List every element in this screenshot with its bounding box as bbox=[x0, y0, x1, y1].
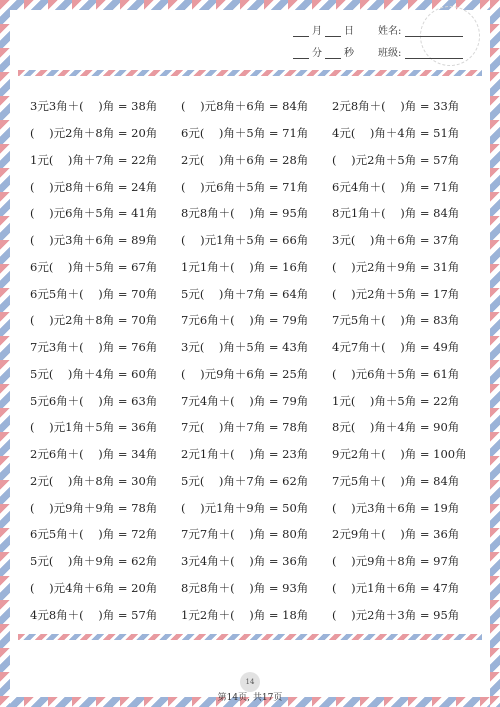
problem-row bbox=[30, 387, 490, 414]
problem-row bbox=[30, 414, 490, 441]
problem-item: ( )元2角＋9角 = 31角 bbox=[332, 259, 460, 274]
problem-item: ( )元2角＋8角 = 70角 bbox=[30, 313, 158, 328]
separator-bottom bbox=[18, 634, 482, 640]
problem-row bbox=[30, 548, 490, 575]
problem-item: 7元5角＋( )角 = 83角 bbox=[332, 313, 460, 328]
problem-item: ( )元9角＋6角 = 25角 bbox=[181, 366, 309, 381]
separator-top bbox=[18, 70, 482, 76]
problem-item: ( )元8角＋6角 = 24角 bbox=[30, 179, 158, 194]
airmail-border-left bbox=[0, 0, 10, 707]
problem-row bbox=[30, 334, 490, 361]
problem-item: 6元( )角＋5角 = 67角 bbox=[30, 259, 158, 274]
date-name-row bbox=[290, 15, 470, 37]
problem-item: 5元( )角＋9角 = 62角 bbox=[30, 554, 158, 569]
problem-row bbox=[30, 307, 490, 334]
problem-item: ( )元2角＋5角 = 17角 bbox=[332, 286, 460, 301]
problem-item: ( )元1角＋5角 = 66角 bbox=[181, 233, 309, 248]
problem-row bbox=[30, 280, 490, 307]
problem-item: 3元( )角＋5角 = 43角 bbox=[181, 340, 309, 355]
problem-grid bbox=[30, 93, 490, 628]
class-blank[interactable] bbox=[405, 47, 463, 59]
minute-blank[interactable] bbox=[293, 47, 309, 59]
problem-row bbox=[30, 200, 490, 227]
problem-item: 8元( )角＋4角 = 90角 bbox=[332, 420, 460, 435]
problem-item: 6元5角＋( )角 = 72角 bbox=[30, 527, 158, 542]
problem-item: 5元( )角＋7角 = 62角 bbox=[181, 473, 309, 488]
problem-item: 7元3角＋( )角 = 76角 bbox=[30, 340, 158, 355]
airmail-border-right bbox=[490, 0, 500, 707]
problem-item: 4元( )角＋4角 = 51角 bbox=[332, 126, 460, 141]
problem-item: 7元4角＋( )角 = 79角 bbox=[181, 393, 309, 408]
month-blank[interactable] bbox=[293, 25, 309, 37]
problem-item: 7元6角＋( )角 = 79角 bbox=[181, 313, 309, 328]
name-blank[interactable] bbox=[405, 25, 463, 37]
problem-item: 2元9角＋( )角 = 36角 bbox=[332, 527, 460, 542]
problem-item: 5元( )角＋4角 = 60角 bbox=[30, 366, 158, 381]
problem-item: 6元5角＋( )角 = 70角 bbox=[30, 286, 158, 301]
problem-row bbox=[30, 521, 490, 548]
problem-item: 3元4角＋( )角 = 36角 bbox=[181, 554, 309, 569]
problem-item: 3元( )角＋6角 = 37角 bbox=[332, 233, 460, 248]
problem-item: 8元1角＋( )角 = 84角 bbox=[332, 206, 460, 221]
problem-row bbox=[30, 361, 490, 388]
problem-item: ( )元1角＋9角 = 50角 bbox=[181, 500, 309, 515]
class-label: 班级: bbox=[378, 48, 402, 59]
problem-item: 5元6角＋( )角 = 63角 bbox=[30, 393, 158, 408]
problem-item: ( )元6角＋5角 = 61角 bbox=[332, 366, 460, 381]
problem-row bbox=[30, 601, 490, 628]
problem-item: 4元7角＋( )角 = 49角 bbox=[332, 340, 460, 355]
problem-item: ( )元9角＋9角 = 78角 bbox=[30, 500, 158, 515]
problem-item: ( )元6角＋5角 = 41角 bbox=[30, 206, 158, 221]
problem-item: ( )元9角＋8角 = 97角 bbox=[332, 554, 460, 569]
airmail-border-top bbox=[0, 0, 500, 10]
problem-row bbox=[30, 93, 490, 120]
problem-item: 1元1角＋( )角 = 16角 bbox=[181, 259, 309, 274]
problem-item: 3元3角＋( )角 = 38角 bbox=[30, 99, 158, 114]
worksheet-header bbox=[290, 15, 470, 59]
problem-item: ( )元4角＋6角 = 20角 bbox=[30, 580, 158, 595]
second-label: 秒 bbox=[344, 48, 354, 59]
problem-item: 2元( )角＋6角 = 28角 bbox=[181, 152, 309, 167]
problem-item: 9元2角＋( )角 = 100角 bbox=[332, 447, 467, 462]
problem-item: ( )元3角＋6角 = 89角 bbox=[30, 233, 158, 248]
second-blank[interactable] bbox=[325, 47, 341, 59]
month-label: 月 bbox=[312, 26, 322, 37]
name-label: 姓名: bbox=[378, 26, 402, 37]
problem-item: 2元8角＋( )角 = 33角 bbox=[332, 99, 460, 114]
page-footer: 第14页, 共17页 bbox=[217, 693, 283, 703]
day-blank[interactable] bbox=[325, 25, 341, 37]
problem-item: 7元7角＋( )角 = 80角 bbox=[181, 527, 309, 542]
time-class-row bbox=[290, 37, 470, 59]
problem-row bbox=[30, 468, 490, 495]
problem-item: 7元( )角＋7角 = 78角 bbox=[181, 420, 309, 435]
problem-item: ( )元2角＋3角 = 95角 bbox=[332, 607, 460, 622]
problem-item: 6元( )角＋5角 = 71角 bbox=[181, 126, 309, 141]
problem-row bbox=[30, 120, 490, 147]
problem-item: ( )元1角＋6角 = 47角 bbox=[332, 580, 460, 595]
page-number-badge: 14 bbox=[240, 672, 260, 692]
problem-item: ( )元6角＋5角 = 71角 bbox=[181, 179, 309, 194]
problem-row bbox=[30, 254, 490, 281]
day-label: 日 bbox=[344, 26, 354, 37]
problem-item: 7元5角＋( )角 = 84角 bbox=[332, 473, 460, 488]
problem-item: ( )元3角＋6角 = 19角 bbox=[332, 500, 460, 515]
problem-row bbox=[30, 494, 490, 521]
problem-item: 8元8角＋( )角 = 93角 bbox=[181, 580, 309, 595]
problem-row bbox=[30, 173, 490, 200]
problem-item: 1元2角＋( )角 = 18角 bbox=[181, 607, 309, 622]
problem-item: ( )元8角＋6角 = 84角 bbox=[181, 99, 309, 114]
problem-item: 5元( )角＋7角 = 64角 bbox=[181, 286, 309, 301]
problem-item: ( )元2角＋5角 = 57角 bbox=[332, 152, 460, 167]
problem-item: 8元8角＋( )角 = 95角 bbox=[181, 206, 309, 221]
problem-row bbox=[30, 227, 490, 254]
problem-item: ( )元1角＋5角 = 36角 bbox=[30, 420, 158, 435]
problem-item: ( )元2角＋8角 = 20角 bbox=[30, 126, 158, 141]
minute-label: 分 bbox=[312, 48, 322, 59]
problem-item: 2元1角＋( )角 = 23角 bbox=[181, 447, 309, 462]
problem-item: 1元( )角＋5角 = 22角 bbox=[332, 393, 460, 408]
problem-item: 4元8角＋( )角 = 57角 bbox=[30, 607, 158, 622]
problem-item: 2元( )角＋8角 = 30角 bbox=[30, 473, 158, 488]
problem-item: 1元( )角＋7角 = 22角 bbox=[30, 152, 158, 167]
problem-row bbox=[30, 147, 490, 174]
problem-row bbox=[30, 441, 490, 468]
problem-item: 2元6角＋( )角 = 34角 bbox=[30, 447, 158, 462]
problem-item: 6元4角＋( )角 = 71角 bbox=[332, 179, 460, 194]
problem-row bbox=[30, 575, 490, 602]
